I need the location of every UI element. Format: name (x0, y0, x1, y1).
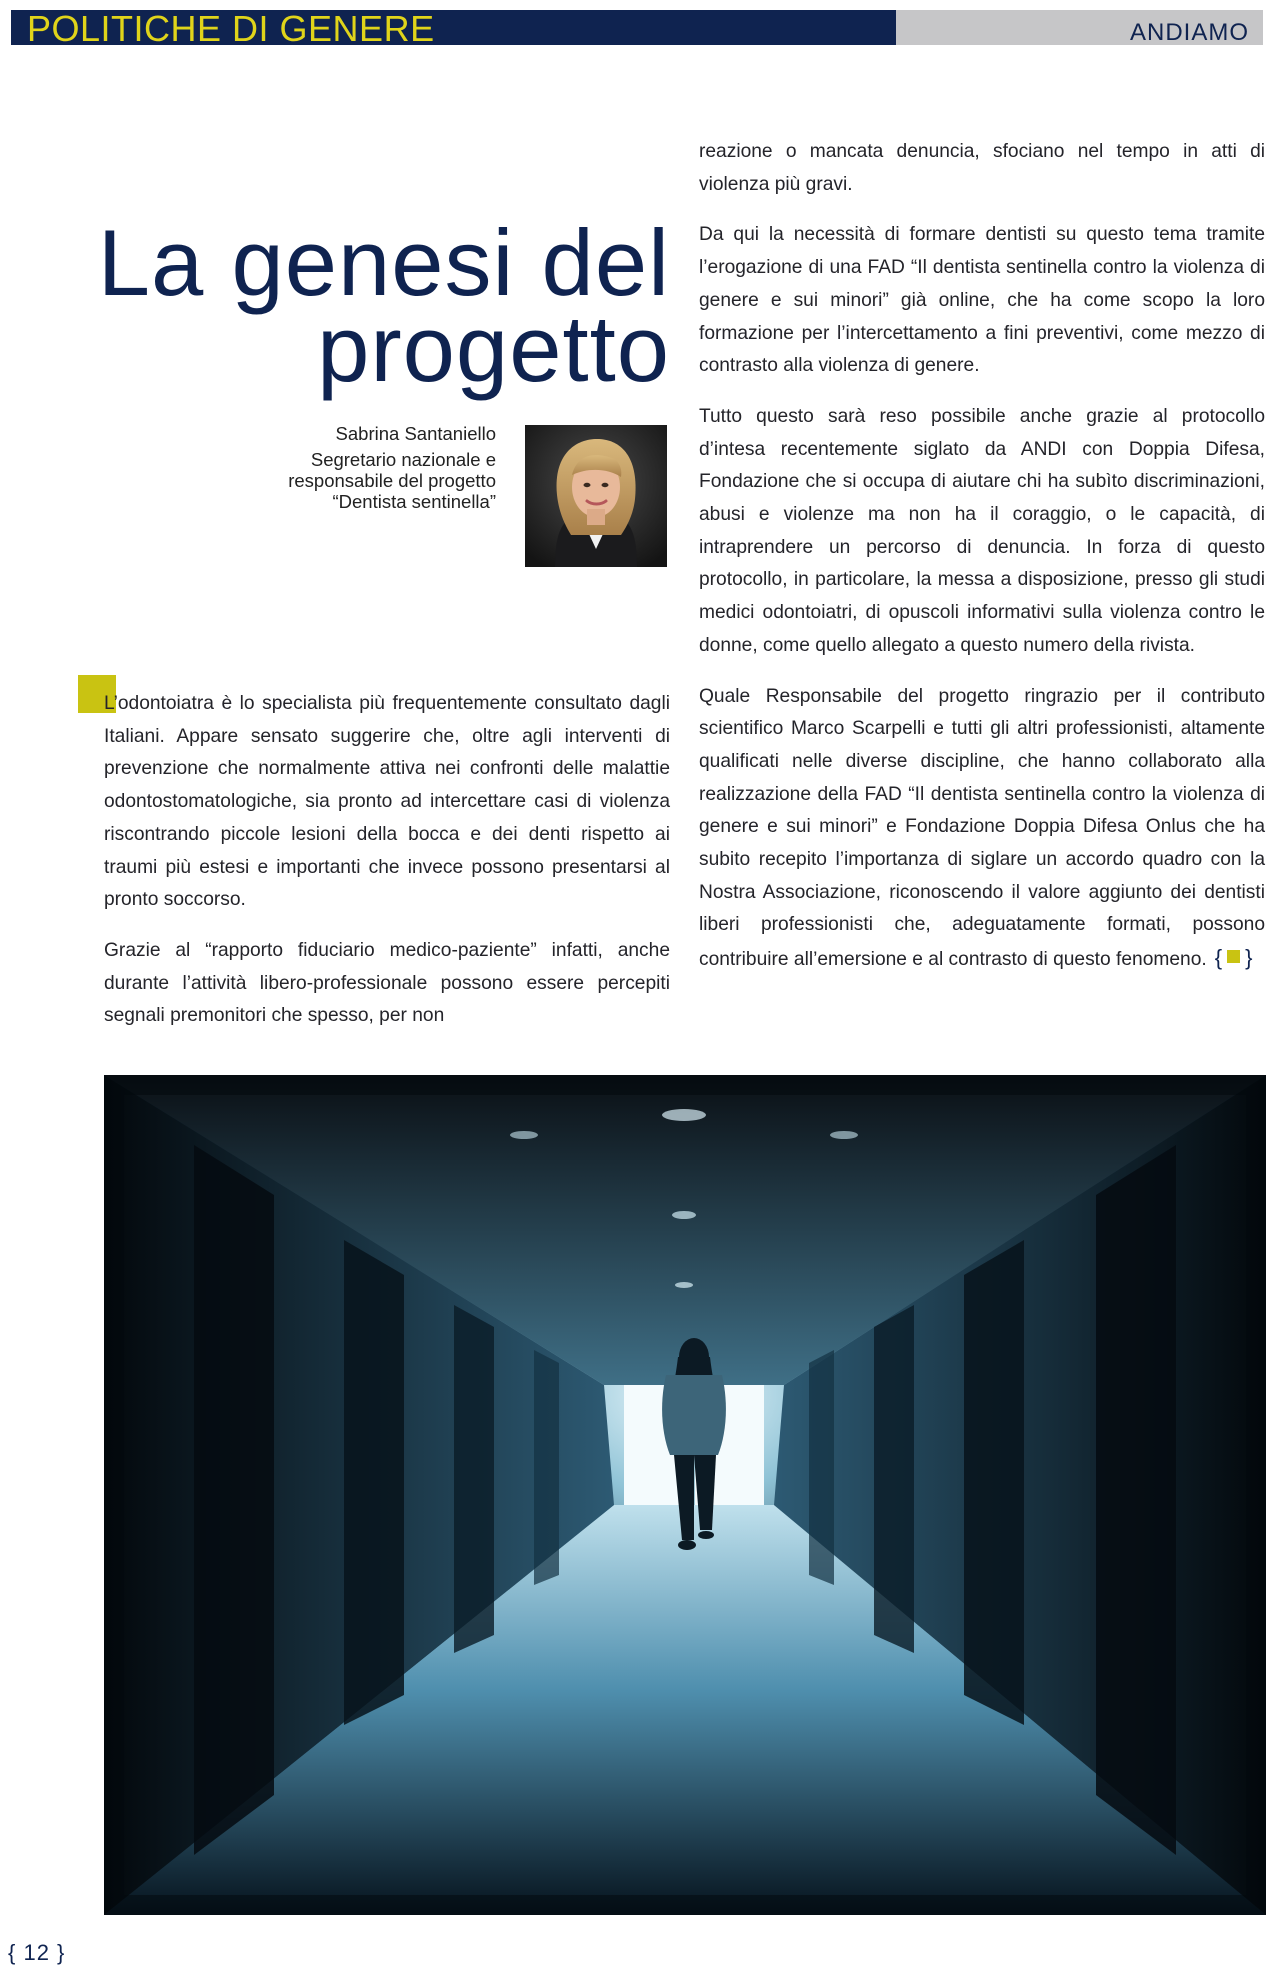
paragraph: Da qui la necessità di formare dentisti su questo tema tramite l’erogazione di una FAD “Il dentista sentinella contro la violenza di genere e sui minori” già online, che ha come scopo la loro formazione per l’intercettamento a fini preventivi, come mezzo di contrasto alla violenza di genere. (699, 224, 1265, 377)
author-name: Sabrina Santaniello (335, 423, 496, 444)
end-mark-open-brace: { (1214, 945, 1223, 971)
section-title: POLITICHE DI GENERE (27, 8, 435, 49)
end-mark-square-icon (1227, 950, 1240, 963)
paragraph: Grazie al “rapporto fiduciario medico-paziente” infatti, anche durante l’attività libero-professionale possono essere percepiti segnali premonitori che spesso, per non (104, 939, 670, 1027)
right-text-column (699, 136, 1265, 995)
paragraph: L’odontoiatra è lo specialista più frequentemente consultato dagli Italiani. Appare sensato suggerire che, oltre agli interventi di prevenzione che normalmente attiva nei confronti delle malattie odontostomatologiche, sia pronto ad intercettare casi di violenza riscontrando piccole lesioni della bocca e dei denti rispetto ai traumi più estesi e importanti che invece possono presentarsi al pronto soccorso. (104, 693, 670, 911)
paragraph-text: Quale Responsabile del progetto ringrazio per il contributo scientifico Marco Scarpelli e tutti gli altri professionisti, altamente qualificati nelle diverse discipline, che hanno collaborato alla realizzazione della FAD “Il dentista sentinella contro la violenza di genere e sui minori” e Fondazione Doppia Difesa Onlus che ha subito recepito l’importanza di siglare un accordo quadro con la Nostra Associazione, riconoscendo il valore aggiunto dei dentisti liberi professionisti che, adeguatamente formati, possono contribuire all’emersione e al contrasto di questo fenomeno. (699, 685, 1265, 971)
section-header-bar (11, 8, 896, 49)
paragraph: reazione o mancata denuncia, sfociano nel tempo in atti di violenza più gravi. (699, 141, 1265, 195)
left-text-column (104, 688, 670, 1051)
magazine-name: ANDIAMO (1129, 19, 1249, 46)
article-title (40, 210, 670, 401)
author-block (220, 423, 496, 512)
author-role-line-3: “Dentista sentinella” (332, 491, 496, 512)
author-role-line-2: responsabile del progetto (288, 470, 496, 491)
end-of-article-mark (1215, 942, 1253, 975)
magazine-header-band (896, 10, 1263, 45)
end-mark-close-brace: } (1245, 945, 1253, 971)
author-portrait-photo (525, 425, 667, 567)
corridor-photo (104, 1075, 1266, 1915)
article-title-line-1: La genesi del (97, 210, 670, 315)
article-title-line-2: progetto (317, 296, 670, 401)
final-paragraph (699, 681, 1265, 977)
page-number: { 12 } (8, 1940, 66, 1965)
paragraph: Tutto questo sarà reso possibile anche grazie al protocollo d’intesa recentemente siglato da ANDI con Doppia Difesa, Fondazione che si occupa di aiutare chi ha subìto discriminazioni, abusi e violenze ma non ha il coraggio, o le capacità, di intraprendere un percorso di denuncia. In forza di questo protocollo, in particolare, la messa a disposizione, presso gli studi medici odontoiatri, di opuscoli informativi sulla violenza contro le donne, come quello allegato a questo numero della rivista. (699, 405, 1265, 656)
author-role-line-1: Segretario nazionale e (310, 449, 496, 470)
